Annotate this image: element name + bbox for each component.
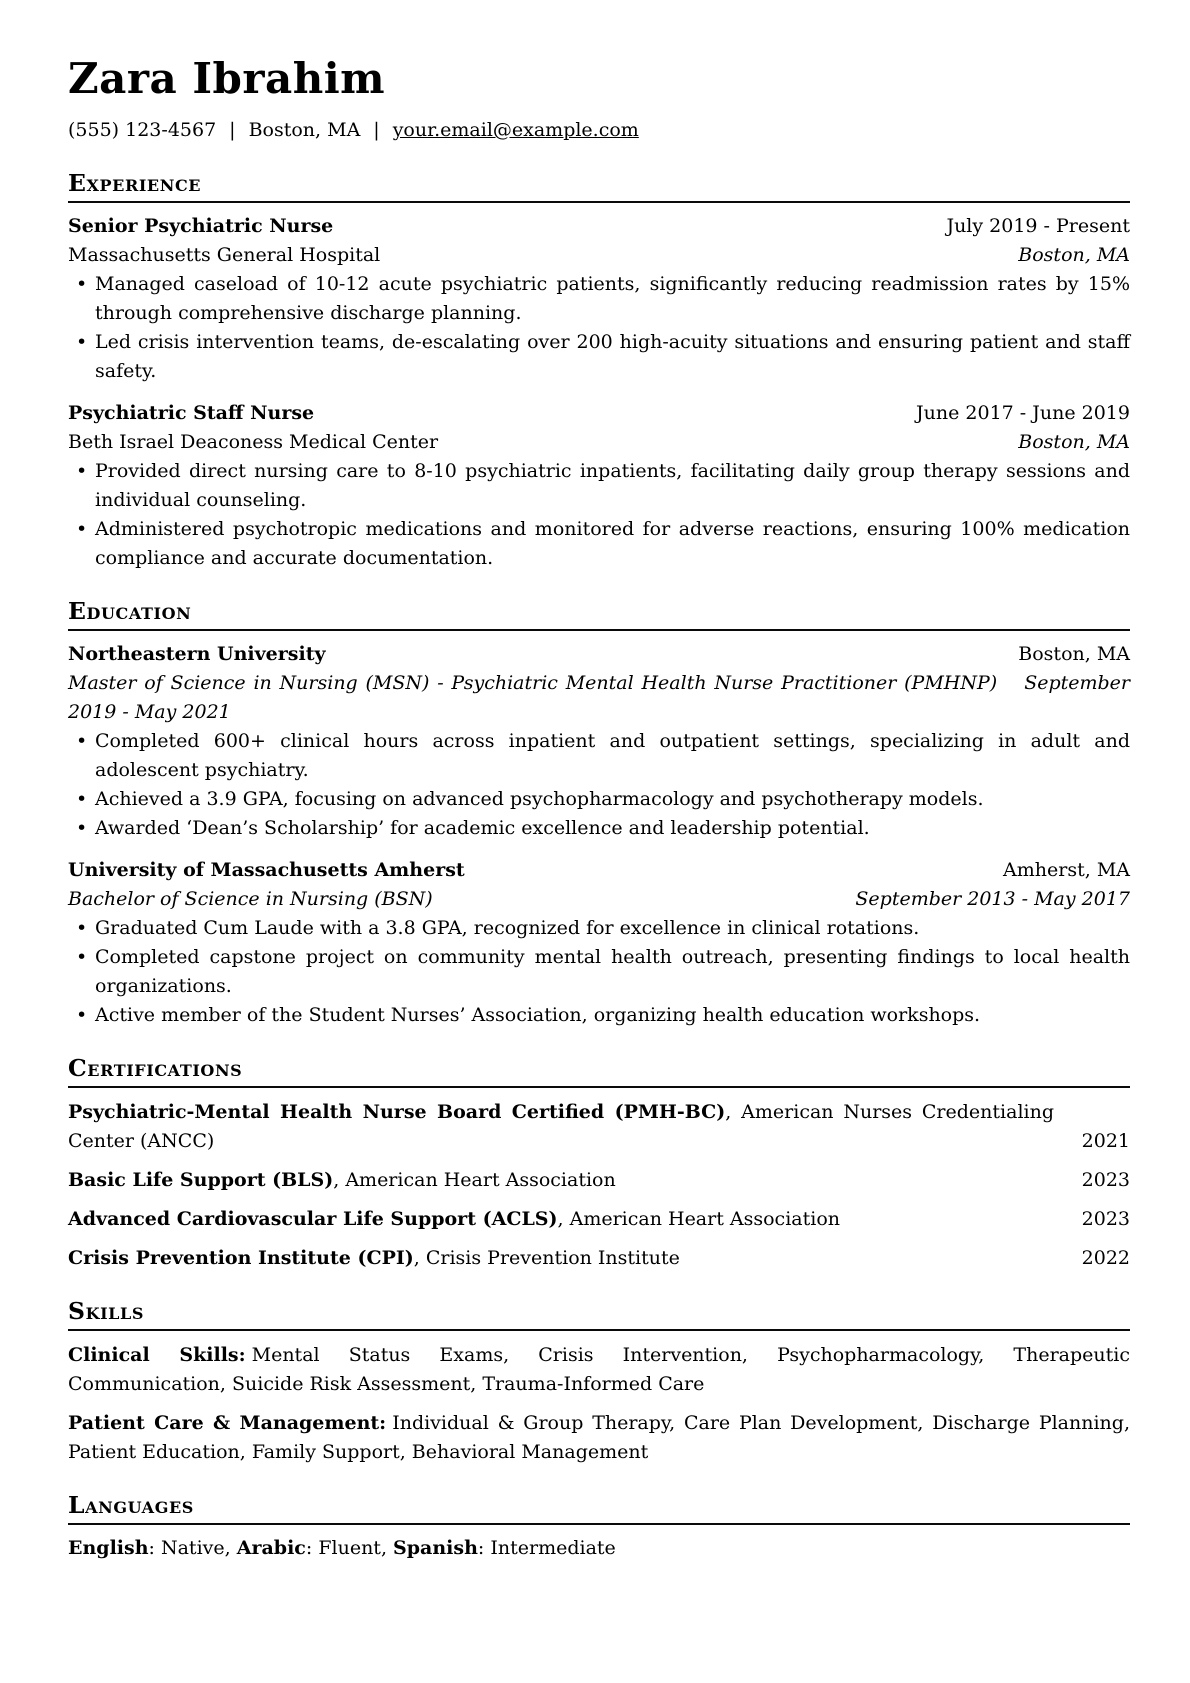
certification-text bbox=[68, 1244, 1130, 1273]
skill-group bbox=[68, 1409, 1130, 1467]
bullet-item: • Graduated Cum Laude with a 3.8 GPA, recognized for excellence in clinical rotations. bbox=[68, 914, 1130, 943]
certification-row bbox=[68, 1098, 1130, 1156]
languages-line bbox=[68, 1534, 1130, 1563]
skill-group-label: Patient Care & Management: bbox=[68, 1412, 387, 1434]
certification-issuer: American Heart Association bbox=[569, 1208, 840, 1230]
job-entry bbox=[68, 399, 1130, 573]
bullet-item: • Provided direct nursing care to 8-10 psychiatric inpatients, facilitating daily group therapy sessions and individual counseling. bbox=[68, 457, 1130, 515]
certification-issuer: Crisis Prevention Institute bbox=[425, 1247, 680, 1269]
job-bullet-list bbox=[68, 457, 1130, 573]
bullet-item: • Managed caseload of 10-12 acute psychiatric patients, significantly reducing readmission rates by 15% through comprehensive discharge planning. bbox=[68, 270, 1130, 328]
section-title-certifications: Certifications bbox=[68, 1054, 243, 1082]
certification-name: Psychiatric-Mental Health Nurse Board Certified (PMH-BC) bbox=[68, 1101, 726, 1123]
job-location: Boston, MA bbox=[1018, 431, 1130, 453]
colon-separator: : bbox=[477, 1537, 491, 1559]
contact-separator: | bbox=[373, 119, 380, 141]
colon-separator: : bbox=[305, 1537, 319, 1559]
certification-text bbox=[68, 1098, 1130, 1156]
section-certifications bbox=[68, 1053, 1130, 1273]
school-header-row bbox=[68, 640, 1130, 669]
job-header-row bbox=[68, 399, 1130, 428]
bullet-item: • Achieved a 3.9 GPA, focusing on advanced psychopharmacology and psychotherapy models. bbox=[68, 785, 1130, 814]
certification-name: Basic Life Support (BLS) bbox=[68, 1169, 334, 1191]
language-name: Spanish bbox=[393, 1537, 478, 1559]
certification-year: 2021 bbox=[1081, 1130, 1130, 1152]
school-dates: September 2019 - May 2021 bbox=[68, 672, 1130, 723]
section-rule bbox=[68, 1086, 1130, 1088]
certification-year: 2023 bbox=[1081, 1208, 1130, 1230]
language-name: Arabic bbox=[236, 1537, 306, 1559]
degree-name: Master of Science in Nursing (MSN) - Psychiatric Mental Health Nurse Practitioner (PMHNP) bbox=[68, 672, 998, 694]
section-rule bbox=[68, 1523, 1130, 1525]
certification-issuer: American Nurses Credentialing Center (ANCC) bbox=[68, 1101, 1054, 1152]
certification-name: Advanced Cardiovascular Life Support (ACLS) bbox=[68, 1208, 558, 1230]
phone-number: (555) 123-4567 bbox=[68, 119, 217, 141]
job-entry bbox=[68, 212, 1130, 386]
comma-separator: , bbox=[224, 1537, 237, 1559]
comma-separator: , bbox=[333, 1169, 346, 1191]
school-location: Amherst, MA bbox=[1003, 859, 1130, 881]
institution-name: Northeastern University bbox=[68, 643, 326, 665]
school-entry bbox=[68, 640, 1130, 843]
language-name: English bbox=[68, 1537, 149, 1559]
certification-year: 2022 bbox=[1081, 1247, 1130, 1269]
name-heading: Zara Ibrahim bbox=[68, 54, 386, 103]
certification-text bbox=[68, 1205, 1130, 1234]
degree-line bbox=[68, 669, 1130, 727]
bullet-item: • Active member of the Student Nurses’ Association, organizing health education workshops. bbox=[68, 1001, 1130, 1030]
job-dates: June 2017 - June 2019 bbox=[916, 402, 1130, 424]
section-skills bbox=[68, 1296, 1130, 1467]
bullet-item: • Administered psychotropic medications and monitored for adverse reactions, ensuring 100% medication compliance and accurate documentation. bbox=[68, 515, 1130, 573]
job-header-row bbox=[68, 212, 1130, 241]
degree-row bbox=[68, 885, 1130, 914]
section-title-experience: Experience bbox=[68, 169, 202, 197]
certification-row bbox=[68, 1205, 1130, 1234]
language-level: Native bbox=[160, 1537, 225, 1559]
skill-group bbox=[68, 1341, 1130, 1399]
bullet-item: • Led crisis intervention teams, de-escalating over 200 high-acuity situations and ensuring patient and staff safety. bbox=[68, 328, 1130, 386]
certification-text bbox=[68, 1166, 1130, 1195]
school-location: Boston, MA bbox=[1018, 643, 1130, 665]
certification-name: Crisis Prevention Institute (CPI) bbox=[68, 1247, 414, 1269]
section-rule bbox=[68, 1329, 1130, 1331]
section-title-languages: Languages bbox=[68, 1491, 194, 1519]
skill-group-label: Clinical Skills: bbox=[68, 1344, 246, 1366]
colon-separator: : bbox=[148, 1537, 161, 1559]
institution-name: University of Massachusetts Amherst bbox=[68, 859, 465, 881]
language-level: Fluent bbox=[318, 1537, 381, 1559]
certification-row bbox=[68, 1244, 1130, 1273]
location-text: Boston, MA bbox=[248, 119, 361, 141]
school-bullet-list bbox=[68, 914, 1130, 1030]
skill-group-text: Mental Status Exams, Crisis Intervention, Psychopharmacology, Therapeutic Communication, Suicide Risk Assessment, Trauma-Informed Care bbox=[68, 1344, 1130, 1395]
certification-year: 2023 bbox=[1081, 1169, 1130, 1191]
bullet-item: • Awarded ‘Dean’s Scholarship’ for academic excellence and leadership potential. bbox=[68, 814, 1130, 843]
job-subheader-row bbox=[68, 241, 1130, 270]
school-header-row bbox=[68, 856, 1130, 885]
email-link[interactable]: your.email@example.com bbox=[392, 119, 639, 141]
bullet-item: • Completed 600+ clinical hours across inpatient and outpatient settings, specializing in adult and adolescent psychiatry. bbox=[68, 727, 1130, 785]
job-subheader-row bbox=[68, 428, 1130, 457]
job-title: Psychiatric Staff Nurse bbox=[68, 402, 315, 424]
section-languages bbox=[68, 1490, 1130, 1563]
comma-separator: , bbox=[413, 1247, 426, 1269]
resume-header bbox=[68, 54, 1130, 145]
comma-separator: , bbox=[380, 1537, 394, 1559]
certification-row bbox=[68, 1166, 1130, 1195]
skill-group-text: Individual & Group Therapy, Care Plan Development, Discharge Planning, Patient Education, Family Support, Behavioral Management bbox=[68, 1412, 1130, 1463]
job-dates: July 2019 - Present bbox=[946, 215, 1130, 237]
contact-separator: | bbox=[229, 119, 236, 141]
resume-document bbox=[68, 54, 1130, 1563]
comma-separator: , bbox=[725, 1101, 742, 1123]
company-name: Beth Israel Deaconess Medical Center bbox=[68, 431, 439, 453]
section-rule bbox=[68, 201, 1130, 203]
school-entry bbox=[68, 856, 1130, 1030]
section-title-education: Education bbox=[68, 597, 192, 625]
language-level: Intermediate bbox=[490, 1537, 616, 1559]
section-education bbox=[68, 596, 1130, 1030]
job-location: Boston, MA bbox=[1018, 244, 1130, 266]
section-rule bbox=[68, 629, 1130, 631]
school-bullet-list bbox=[68, 727, 1130, 843]
school-dates: September 2013 - May 2017 bbox=[855, 888, 1130, 910]
section-experience bbox=[68, 168, 1130, 573]
section-title-skills: Skills bbox=[68, 1297, 145, 1325]
job-bullet-list bbox=[68, 270, 1130, 386]
bullet-item: • Completed capstone project on community mental health outreach, presenting findings to local health organizations. bbox=[68, 943, 1130, 1001]
certification-issuer: American Heart Association bbox=[345, 1169, 616, 1191]
job-title: Senior Psychiatric Nurse bbox=[68, 215, 334, 237]
contact-line bbox=[68, 116, 1130, 145]
company-name: Massachusetts General Hospital bbox=[68, 244, 381, 266]
comma-separator: , bbox=[557, 1208, 570, 1230]
degree-name: Bachelor of Science in Nursing (BSN) bbox=[68, 888, 433, 910]
